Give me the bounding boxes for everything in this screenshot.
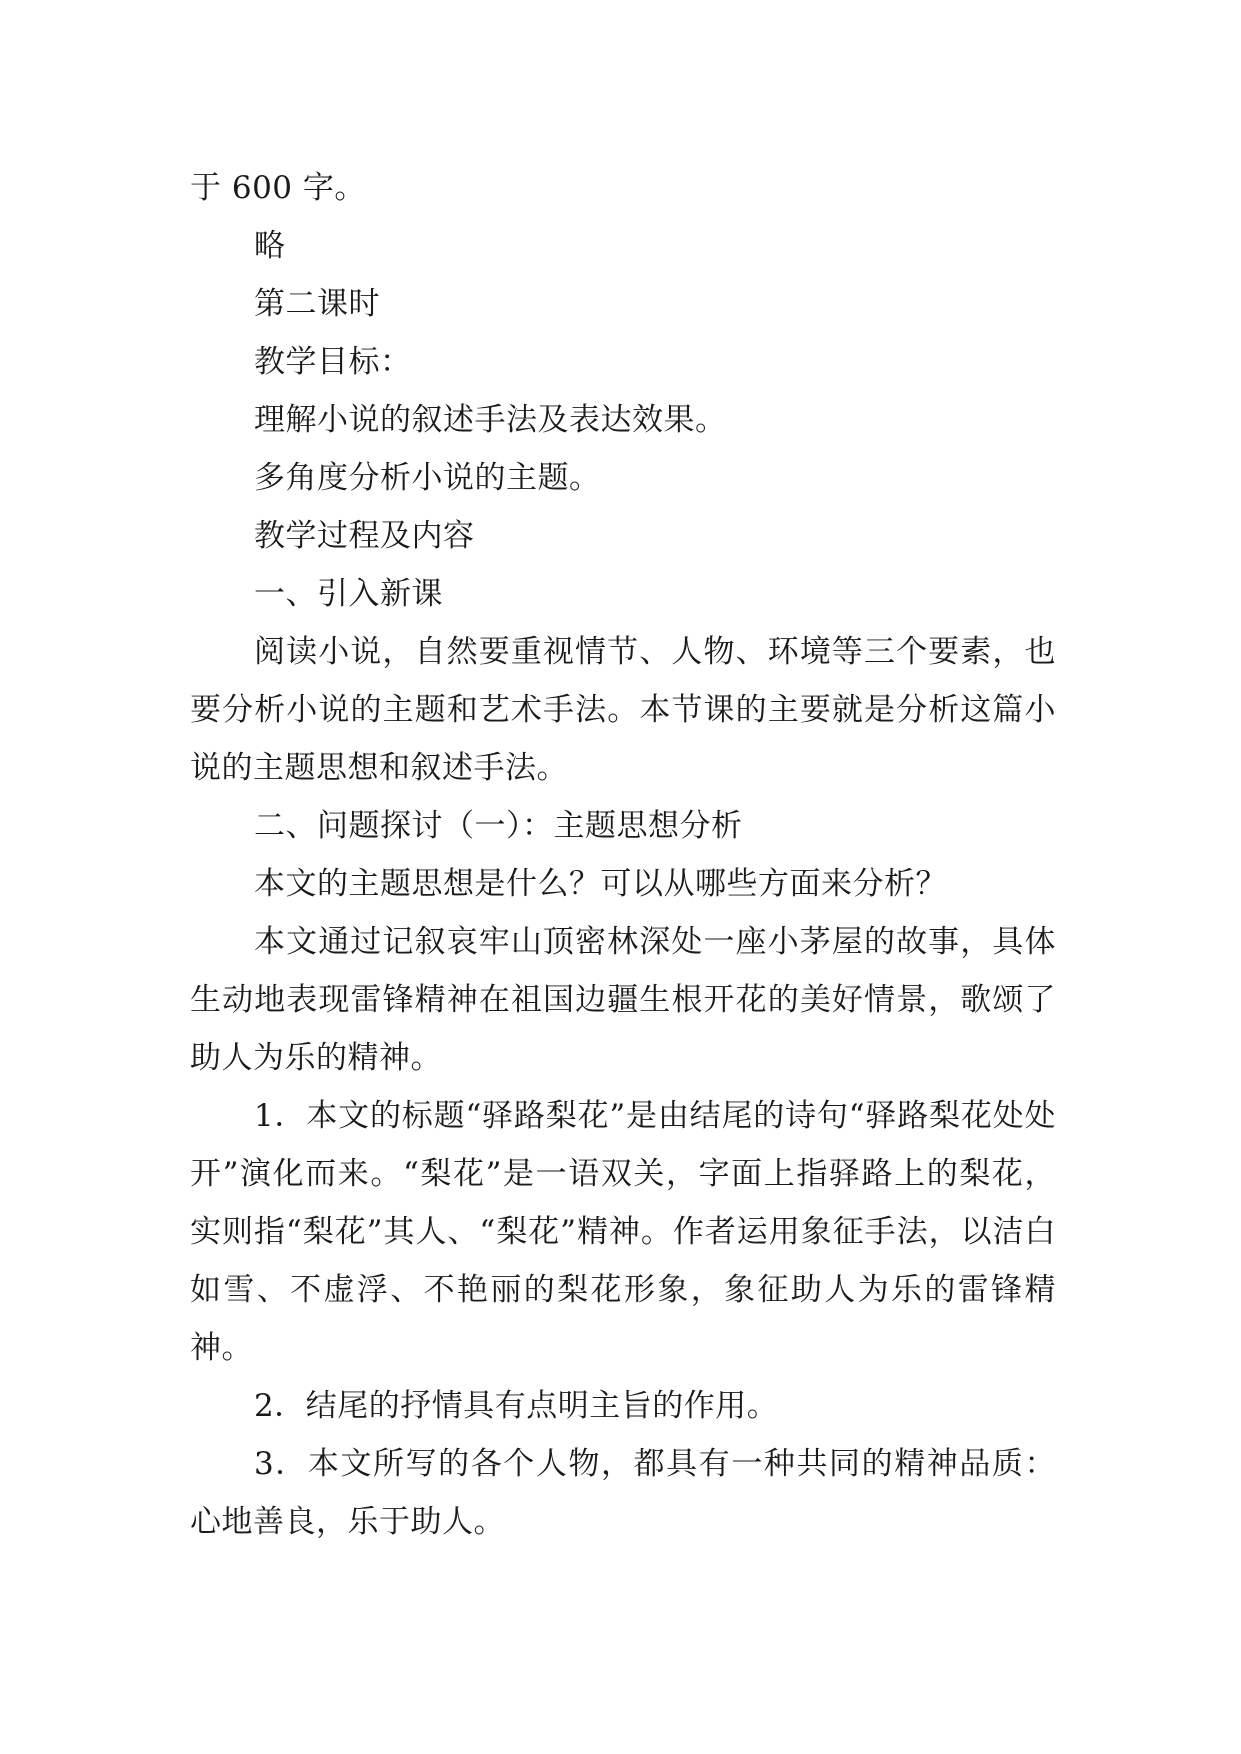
goal-item: 理解小说的叙述手法及表达效果。 [254,402,727,438]
paragraph-continuation: 于 600 字。 [190,170,366,206]
section-heading-theme: 二、问题探讨（一）：主题思想分析 [254,808,743,844]
question: 本文的主题思想是什么？可以从哪些方面来分析？ [254,866,947,902]
goals-heading: 教学目标： [254,344,412,380]
process-heading: 教学过程及内容 [254,518,475,554]
lesson-heading: 第二课时 [254,286,380,322]
document-body [190,159,1056,1551]
numbered-point: 1．本文的标题“驿路梨花”是由结尾的诗句“驿路梨花处处开”演化而来。“梨花”是一语双关，字面上指驿路上的梨花，实则指“梨花”其人、“梨花”精神。作者运用象征手法，以洁白如雪、不虚浮、不艳丽的梨花形象，象征助人为乐的雷锋精神。 [190,1098,1056,1366]
numbered-point: 3．本文所写的各个人物，都具有一种共同的精神品质：心地善良，乐于助人。 [190,1446,1056,1540]
paragraph-omitted: 略 [254,228,286,264]
numbered-point: 2．结尾的抒情具有点明主旨的作用。 [254,1388,779,1424]
section-heading-intro: 一、引入新课 [254,576,443,612]
goal-item: 多角度分析小说的主题。 [254,460,601,496]
paragraph: 阅读小说，自然要重视情节、人物、环境等三个要素，也要分析小说的主题和艺术手法。本节课的主要就是分析这篇小说的主题思想和叙述手法。 [190,634,1056,786]
paragraph: 本文通过记叙哀牢山顶密林深处一座小茅屋的故事，具体生动地表现雷锋精神在祖国边疆生根开花的美好情景，歌颂了助人为乐的精神。 [190,924,1056,1076]
